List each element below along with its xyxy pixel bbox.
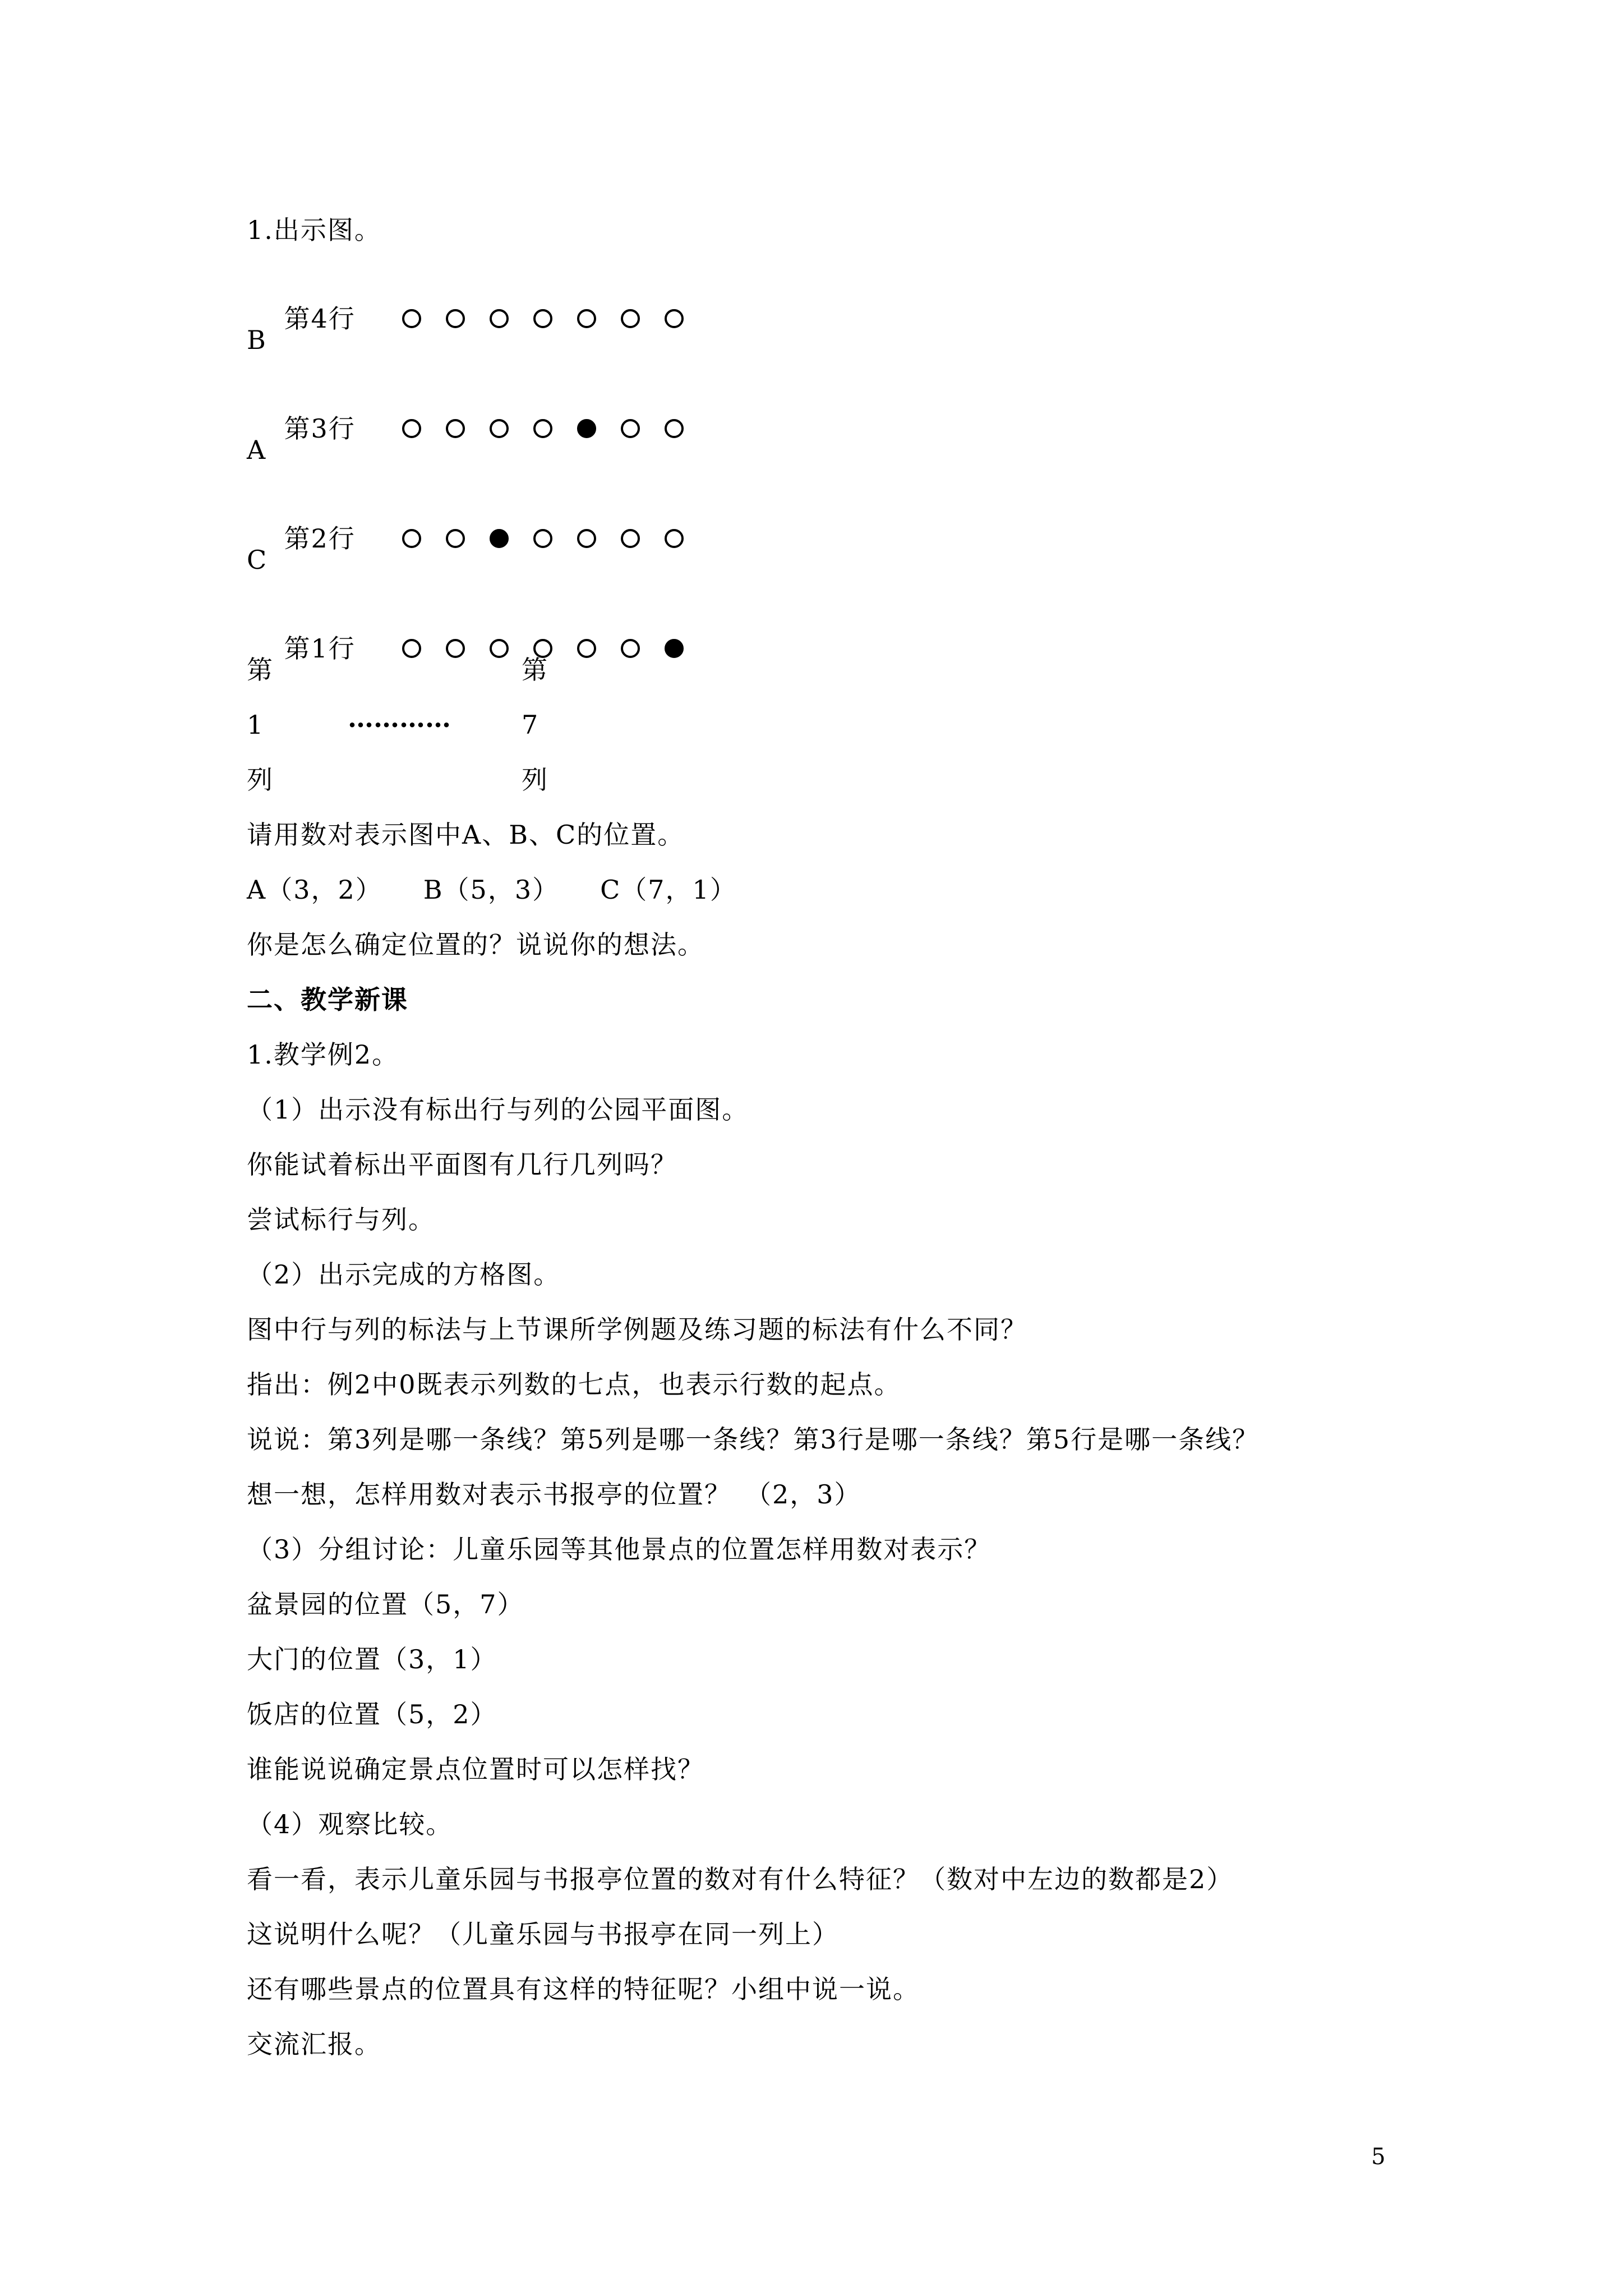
- empty-dot: [577, 309, 596, 328]
- grid-row-1: [247, 598, 708, 699]
- empty-dot: [402, 419, 421, 438]
- section-intro: 1.出示图。: [247, 215, 381, 245]
- empty-dot: [665, 529, 684, 548]
- empty-dot: [490, 419, 509, 438]
- text-line: A（3，2） B（5，3） C（7，1）: [247, 875, 737, 905]
- text-line: 盆景园的位置（5，7）: [247, 1589, 524, 1619]
- col-last-line2: 7: [522, 710, 538, 740]
- empty-dot: [621, 529, 640, 548]
- text-line: 1.教学例2。: [247, 1039, 399, 1070]
- text-line: 还有哪些景点的位置具有这样的特征呢？小组中说一说。: [247, 1974, 920, 2004]
- empty-dot: [621, 639, 640, 658]
- empty-dot: [621, 419, 640, 438]
- empty-dot: [446, 529, 465, 548]
- text-line: 图中行与列的标法与上节课所学例题及练习题的标法有什么不同？: [247, 1314, 1027, 1345]
- dot-row: [402, 632, 708, 665]
- text-line: （1）出示没有标出行与列的公园平面图。: [247, 1094, 749, 1125]
- text-line: 尝试标行与列。: [247, 1204, 435, 1235]
- empty-dot: [533, 529, 552, 548]
- row-label: 第1行: [284, 633, 356, 664]
- text-line: 你能试着标出平面图有几行几列吗？: [247, 1149, 677, 1180]
- col-first-line2: 1: [247, 710, 264, 740]
- empty-dot: [577, 529, 596, 548]
- point-label-c: C: [247, 545, 268, 575]
- text-line: （2）出示完成的方格图。: [247, 1259, 561, 1290]
- col-first-line1: 第: [247, 655, 273, 685]
- page-number: 5: [1371, 2144, 1386, 2170]
- empty-dot: [577, 639, 596, 658]
- text-line: 交流汇报。: [247, 2029, 381, 2059]
- col-last-line1: 第: [522, 655, 547, 685]
- text-line: 大门的位置（3，1）: [247, 1644, 497, 1674]
- empty-dot: [446, 639, 465, 658]
- filled-dot: [490, 529, 509, 548]
- row-label: 第3行: [284, 413, 356, 444]
- text-line: 饭店的位置（5，2）: [247, 1699, 497, 1729]
- text-line: 谁能说说确定景点位置时可以怎样找？: [247, 1754, 704, 1784]
- grid-row-4: [247, 268, 708, 369]
- empty-dot: [402, 529, 421, 548]
- col-first-line3: 列: [247, 765, 273, 795]
- point-label-b: B: [247, 325, 267, 355]
- empty-dot: [533, 419, 552, 438]
- text-line: （3）分组讨论：儿童乐园等其他景点的位置怎样用数对表示？: [247, 1534, 992, 1565]
- text-line: （4）观察比较。: [247, 1809, 453, 1839]
- dot-row: [402, 302, 708, 335]
- text-line: 你是怎么确定位置的？说说你的想法。: [247, 930, 704, 960]
- empty-dot: [665, 419, 684, 438]
- section-heading: 二、教学新课: [247, 984, 408, 1015]
- dot-row: [402, 522, 708, 555]
- text-line: 指出：例2中0既表示列数的七点，也表示行数的起点。: [247, 1369, 901, 1400]
- empty-dot: [533, 309, 552, 328]
- text-line: 说说：第3列是哪一条线？第5列是哪一条线？第3行是哪一条线？第5行是哪一条线？: [247, 1424, 1260, 1455]
- dot-row: [402, 412, 708, 445]
- grid-row-2: [247, 488, 708, 589]
- empty-dot: [665, 309, 684, 328]
- grid-row-3: [247, 378, 708, 479]
- text-line: 请用数对表示图中A、B、C的位置。: [247, 820, 685, 850]
- empty-dot: [446, 309, 465, 328]
- empty-dot: [402, 309, 421, 328]
- empty-dot: [446, 419, 465, 438]
- text-line: 想一想，怎样用数对表示书报亭的位置？ （2，3）: [247, 1479, 861, 1510]
- row-label: 第4行: [284, 303, 356, 334]
- empty-dot: [621, 309, 640, 328]
- row-label: 第2行: [284, 523, 356, 554]
- empty-dot: [490, 639, 509, 658]
- filled-dot: [577, 419, 596, 438]
- text-line: 看一看，表示儿童乐园与书报亭位置的数对有什么特征？（数对中左边的数都是2）: [247, 1864, 1234, 1894]
- filled-dot: [665, 639, 684, 658]
- point-label-a: A: [247, 435, 267, 465]
- empty-dot: [402, 639, 421, 658]
- empty-dot: [490, 309, 509, 328]
- text-line: 这说明什么呢？（儿童乐园与书报亭在同一列上）: [247, 1919, 839, 1949]
- col-last-line3: 列: [522, 765, 547, 795]
- column-ellipsis: …………: [348, 703, 451, 733]
